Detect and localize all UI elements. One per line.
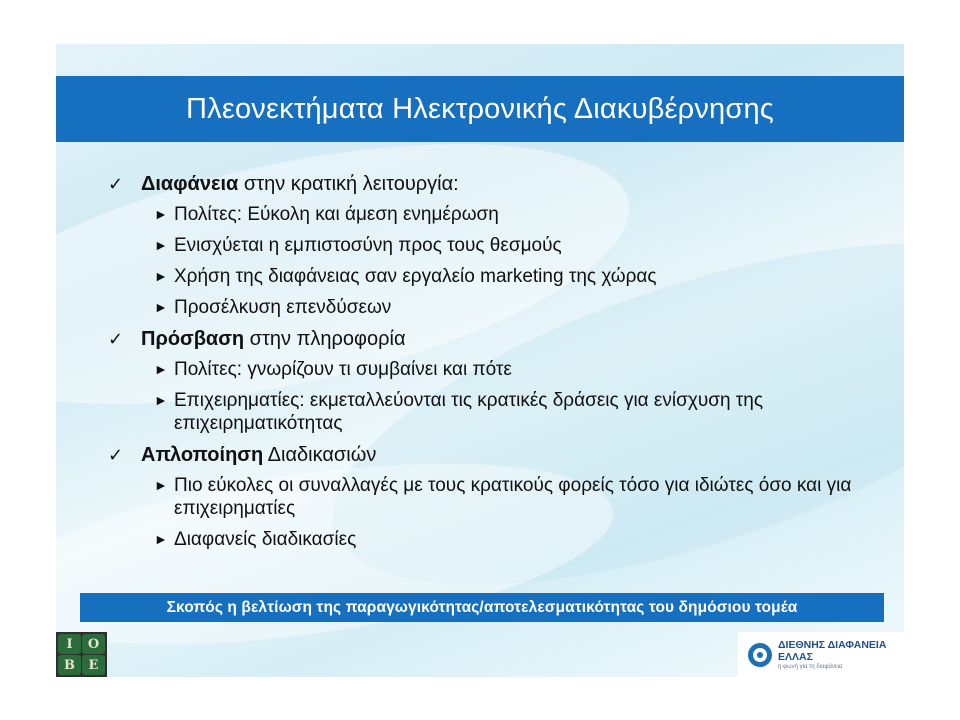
logo-line-2: ΕΛΛΑΣ	[778, 650, 813, 663]
section-rest: στην κρατική λειτουργία:	[238, 173, 459, 195]
title-bar	[56, 76, 904, 142]
sub-bullet-text: Χρήση της διαφάνειας σαν εργαλείο marketing της χώρας	[174, 266, 657, 287]
footer-text: Σκοπός η βελτίωση της παραγωγικότητας/αποτελεσματικότητας του δημόσιου τομέα	[166, 598, 798, 616]
arrow-bullet-icon: ►	[154, 268, 168, 284]
section-heading	[108, 443, 868, 467]
sub-bullet	[108, 265, 868, 288]
sub-bullet	[108, 389, 868, 435]
sub-bullet-text: Διαφανείς διαδικασίες	[174, 529, 357, 550]
sub-bullet	[108, 528, 868, 551]
section-heading	[108, 327, 868, 351]
check-icon: ✓	[108, 329, 124, 349]
check-icon: ✓	[108, 445, 124, 465]
sub-bullet-text: Ενισχύεται η εμπιστοσύνη προς τους θεσμούς	[174, 235, 562, 256]
logo-text	[778, 639, 886, 671]
sub-bullet	[108, 296, 868, 319]
sub-bullet-text: Επιχειρηματίες: εκμεταλλεύονται τις κρατικές δράσεις για ενίσχυση της επιχειρηματικότητας	[174, 390, 764, 434]
sub-bullet	[108, 358, 868, 381]
slide-title: Πλεονεκτήματα Ηλεκτρονικής Διακυβέρνησης	[186, 92, 774, 125]
logo-letter: I	[58, 634, 81, 654]
arrow-bullet-icon: ►	[154, 206, 168, 222]
sub-bullet	[108, 234, 868, 257]
section-heading	[108, 172, 868, 196]
sub-bullet-text: Πιο εύκολες οι συναλλαγές με τους κρατικούς φορείς τόσο για ιδιώτες όσο και για επιχειρηματίες	[174, 475, 852, 519]
slide	[56, 44, 904, 677]
iobe-logo	[56, 632, 107, 677]
arrow-bullet-icon: ►	[154, 531, 168, 547]
section-keyword: Πρόσβαση	[141, 328, 245, 350]
arrow-bullet-icon: ►	[154, 237, 168, 253]
arrow-bullet-icon: ►	[154, 361, 168, 377]
sub-bullet-text: Προσέλκυση επενδύσεων	[174, 297, 392, 318]
footer-banner	[80, 593, 884, 622]
sub-bullet	[108, 474, 868, 520]
section-heading-text	[141, 327, 406, 351]
arrow-bullet-icon: ►	[154, 392, 168, 408]
section-keyword: Απλοποίηση	[141, 444, 264, 466]
transparency-international-logo	[738, 632, 904, 677]
logo-letter: B	[58, 655, 81, 675]
section-keyword: Διαφάνεια	[141, 173, 239, 195]
logo-letter: E	[82, 655, 105, 675]
section-heading-text	[141, 443, 376, 467]
sub-bullet-text: Πολίτες: γνωρίζουν τι συμβαίνει και πότε	[174, 359, 512, 380]
logo-line-1: ΔΙΕΘΝΗΣ ΔΙΑΦΑΝΕΙΑ	[778, 638, 887, 651]
section-rest: στην πληροφορία	[244, 328, 406, 350]
check-icon: ✓	[108, 174, 124, 194]
section-heading-text	[141, 172, 459, 196]
sub-bullet-text: Πολίτες: Εύκολη και άμεση ενημέρωση	[174, 204, 499, 225]
bullet-list	[108, 172, 868, 559]
section-rest: Διαδικασιών	[263, 444, 377, 466]
sub-bullet	[108, 203, 868, 226]
logo-letter: O	[82, 634, 105, 654]
logo-tagline: η φωνή για τη διαφάνεια	[778, 663, 843, 670]
globe-icon	[748, 643, 772, 667]
arrow-bullet-icon: ►	[154, 477, 168, 493]
arrow-bullet-icon: ►	[154, 299, 168, 315]
